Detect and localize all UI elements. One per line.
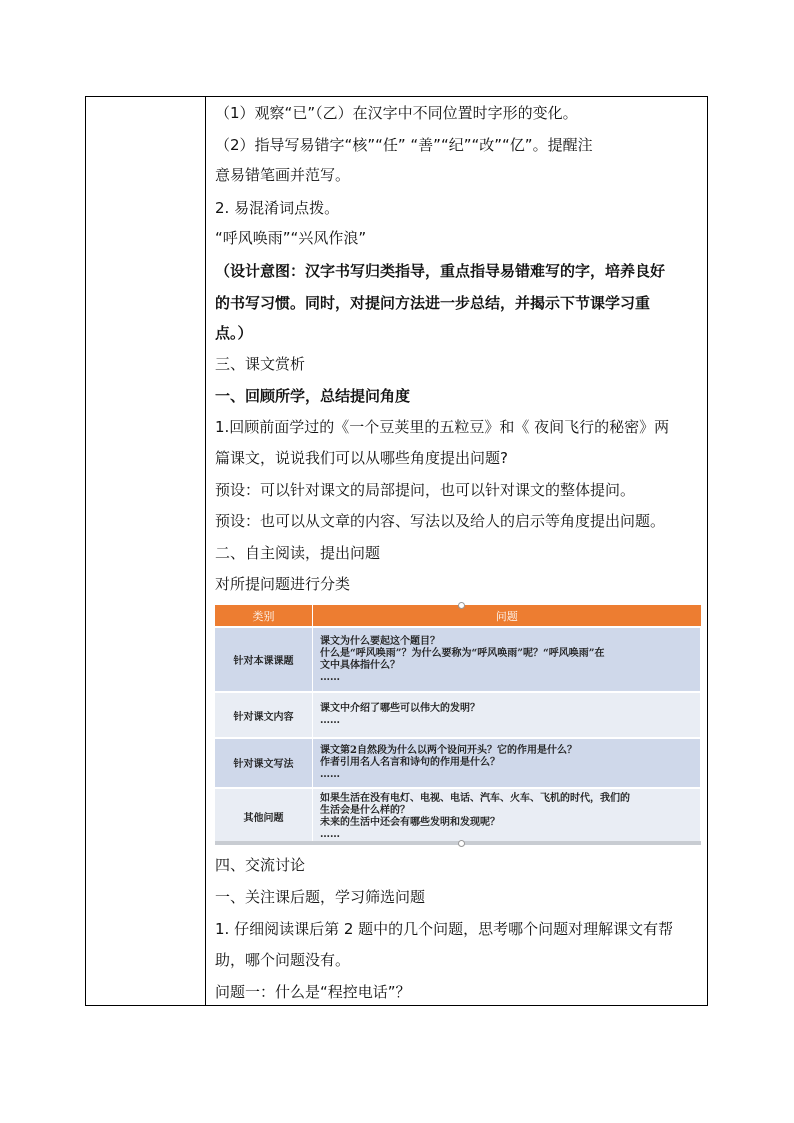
question-classification-table <box>215 605 701 845</box>
resize-handle-bottom <box>458 840 465 847</box>
text-line: 篇课文，说说我们可以从哪些角度提出问题? <box>215 449 508 467</box>
text-line: 对所提问题进行分类 <box>215 575 351 593</box>
resize-handle-top <box>458 602 465 609</box>
table-row <box>215 738 701 788</box>
section-heading: 三、课文赏析 <box>215 355 306 373</box>
text-line: （1）观察“已”（乙）在汉字中不同位置时字形的变化。 <box>215 104 578 122</box>
text-line: “呼风唤雨”“兴风作浪” <box>215 229 367 247</box>
category-cell: 针对课文写法 <box>215 738 313 788</box>
section-heading: 四、交流讨论 <box>215 856 306 874</box>
text-line: 1.回顾前面学过的《一个豆荚里的五粒豆》和《 夜间飞行的秘密》两 <box>215 418 670 436</box>
category-cell: 针对本课课题 <box>215 627 313 692</box>
text-line: （2）指导写易错字“核”“任” “善”“纪”“改”“亿”。提醒注 <box>215 136 593 154</box>
design-intent-line: 点。） <box>215 324 253 342</box>
column-divider <box>205 97 206 1005</box>
table-row <box>215 788 701 845</box>
design-intent-line: （设计意图：汉字书写归类指导，重点指导易错难写的字，培养良好 <box>215 262 666 280</box>
text-line: 1. 仔细阅读课后第 2 题中的几个问题，思考哪个问题对理解课文有帮 <box>215 920 674 938</box>
category-cell: 针对课文内容 <box>215 692 313 738</box>
subsection-heading: 一、关注课后题，学习筛选问题 <box>215 888 426 906</box>
questions-cell: 如果生活在没有电灯、电视、电话、汽车、火车、飞机的时代，我们的 生活会是什么样的？ 未来的生活中还会有哪些发明和发现呢？ …… <box>313 788 701 845</box>
design-intent-line: 的书写习惯。同时，对提问方法进一步总结，并揭示下节课学习重 <box>215 294 651 312</box>
lesson-plan-table <box>85 96 708 1006</box>
text-line: 问题一：什么是“程控电话”？ <box>215 983 411 1001</box>
text-line: 预设：也可以从文章的内容、写法以及给人的启示等角度提出问题。 <box>215 512 666 530</box>
table-row <box>215 627 701 692</box>
questions-cell: 课文为什么要起这个题目？ 什么是“呼风唤雨”？为什么要称为“呼风唤雨”呢？“呼风唤雨”在 文中具体指什么？ …… <box>313 627 701 692</box>
text-line: 助，哪个问题没有。 <box>215 951 351 969</box>
table-header-question: 问题 <box>313 605 701 627</box>
questions-cell: 课文第2自然段为什么以两个设问开头？它的作用是什么？ 作者引用名人名言和诗句的作用是什么？ …… <box>313 738 701 788</box>
category-cell: 其他问题 <box>215 788 313 845</box>
table-header-category: 类别 <box>215 605 313 627</box>
subsection-heading: 一、回顾所学，总结提问角度 <box>215 387 411 405</box>
table-row <box>215 692 701 738</box>
text-line: 2. 易混淆词点拨。 <box>215 199 340 217</box>
text-line: 意易错笔画并范写。 <box>215 166 351 184</box>
questions-cell: 课文中介绍了哪些可以伟大的发明？ …… <box>313 692 701 738</box>
text-line: 预设：可以针对课文的局部提问，也可以针对课文的整体提问。 <box>215 481 636 499</box>
subsection-heading: 二、自主阅读，提出问题 <box>215 544 381 562</box>
